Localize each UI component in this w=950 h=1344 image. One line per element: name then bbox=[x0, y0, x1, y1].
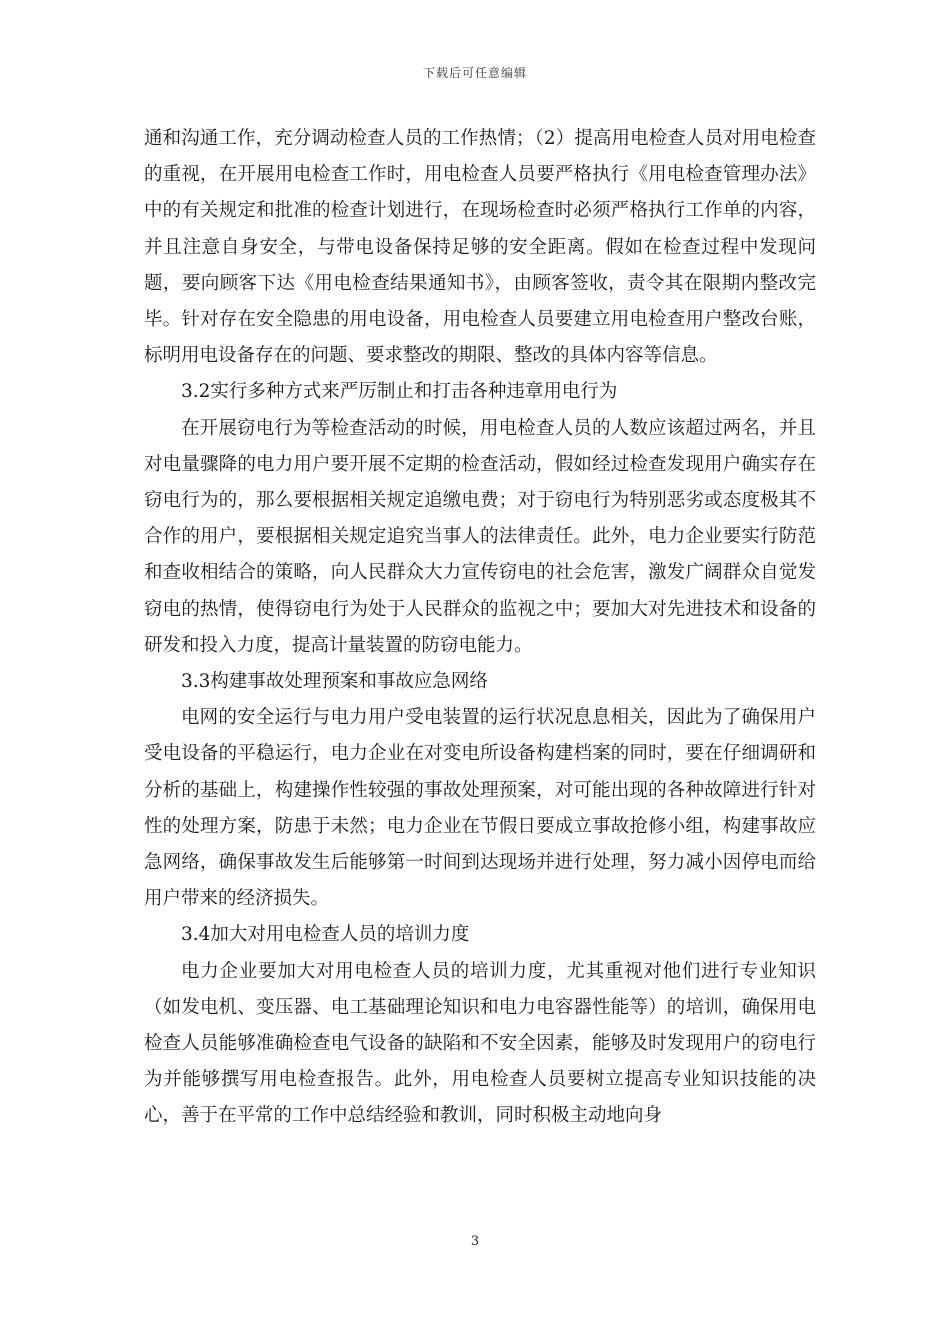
document-body bbox=[144, 121, 816, 1135]
paragraph-3-2: 在开展窃电行为等检查活动的时候，用电检查人员的人数应该超过两名，并且对电量骤降的电力用户要开展不定期的检查活动，假如经过检查发现用户确实存在窃电行为的，那么要根据相关规定追缴电费；对于窃电行为特别恶劣或态度极其不合作的用户，要根据相关规定追究当事人的法律责任。此外，电力企业要实行防范和查收相结合的策略，向人民群众大力宣传窃电的社会危害，激发广阔群众自觉发窃电的热情，使得窃电行为处于人民群众的监视之中；要加大对先进技术和设备的研发和投入力度，提高计量装置的防窃电能力。 bbox=[144, 417, 816, 656]
paragraph-3-3: 电网的安全运行与电力用户受电装置的运行状况息息相关，因此为了确保用户受电设备的平稳运行，电力企业在对变电所设备构建档案的同时，要在仔细调研和分析的基础上，构建操作性较强的事故处理预案，对可能出现的各种故障进行针对性的处理方案，防患于未然；电力企业在节假日要成立事故抢修小组，构建事故应急网络，确保事故发生后能够第一时间到达现场并进行处理，努力减小因停电而给用户带来的经济损失。 bbox=[144, 707, 816, 910]
section-heading-3-4: 3.4加大对用电检查人员的培训力度 bbox=[181, 924, 470, 946]
paragraph-continuation: 通和沟通工作，充分调动检查人员的工作热情；（2）提高用电检查人员对用电检查的重视，在开展用电检查工作时，用电检查人员要严格执行《用电检查管理办法》中的有关规定和批准的检查计划进行，在现场检查时必须严格执行工作单的内容，并且注意自身安全，与带电设备保持足够的安全距离。假如在检查过程中发现问题，要向顾客下达《用电检查结果通知书》，由顾客签收，责令其在限期内整改完毕。针对存在安全隐患的用电设备，用电检查人员要建立用电检查用户整改台账，标明用电设备存在的问题、要求整改的期限、整改的具体内容等信息。 bbox=[144, 128, 816, 367]
section-heading-3-2: 3.2实行多种方式来严厉制止和打击各种违章用电行为 bbox=[181, 381, 618, 403]
page-number: 3 bbox=[470, 1234, 480, 1249]
paragraph-3-4: 电力企业要加大对用电检查人员的培训力度，尤其重视对他们进行专业知识（如发电机、变压器、电工基础理论知识和电力电容器性能等）的培训，确保用电检查人员能够准确检查电气设备的缺陷和不安全因素，能够及时发现用户的窃电行为并能够撰写用电检查报告。此外，用电检查人员要树立提高专业知识技能的决心，善于在平常的工作中总结经验和教训，同时积极主动地向身 bbox=[144, 960, 816, 1127]
page-header: 下载后可任意编辑 bbox=[422, 66, 527, 80]
section-heading-3-3: 3.3构建事故处理预案和事故应急网络 bbox=[181, 671, 488, 693]
